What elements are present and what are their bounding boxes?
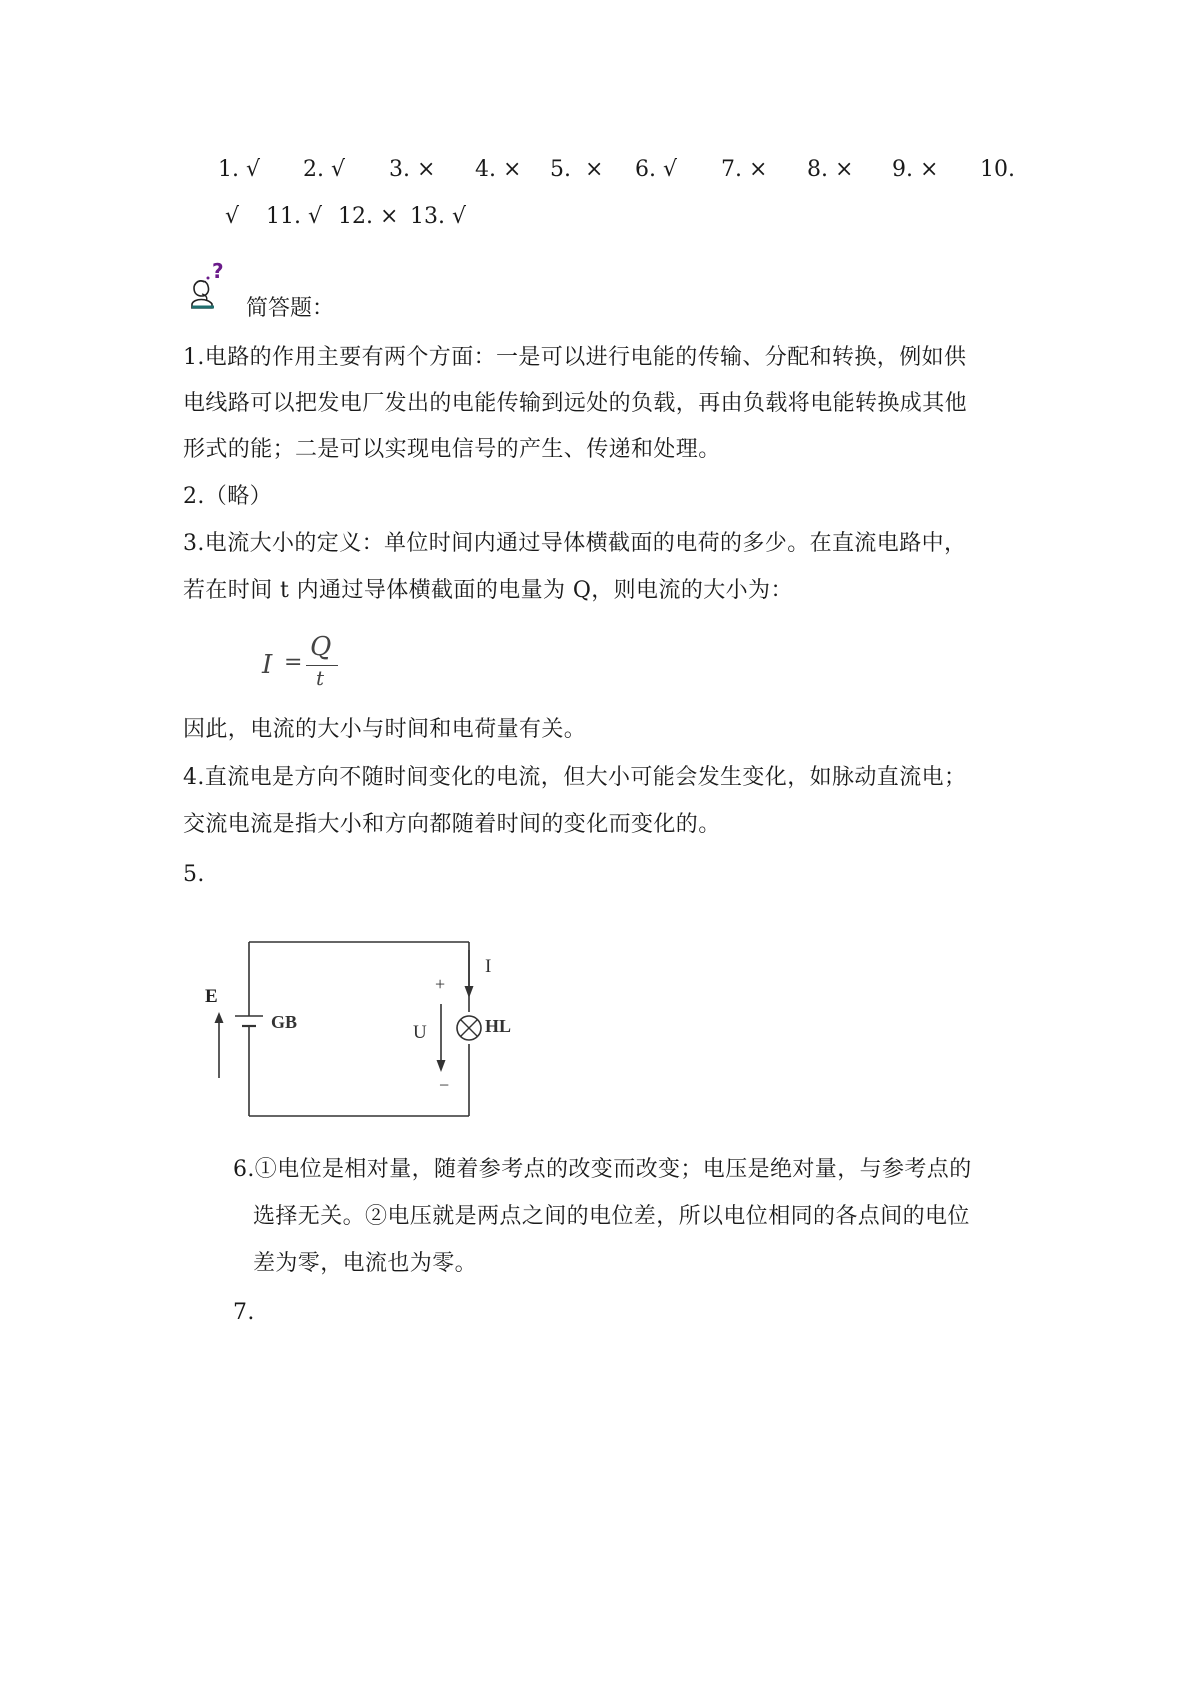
current-label: I [485, 956, 492, 977]
battery-label: GB [271, 1012, 298, 1032]
answer-1-line-3: 形式的能；二是可以实现电信号的产生、传递和处理。 [183, 437, 721, 462]
emf-arrow-head [215, 1012, 224, 1023]
current-formula [262, 632, 352, 696]
tf-item-5: 5. × [550, 157, 604, 182]
answer-4-line-2: 交流电流是指大小和方向都随着时间的变化而变化的。 [183, 812, 721, 837]
tf-item-8: 8. × [807, 157, 854, 182]
tf-item-3: 3. × [389, 157, 436, 182]
tf-item-4: 4. × [475, 157, 522, 182]
answer-6-line-2: 选择无关。②电压就是两点之间的电位差，所以电位相同的各点间的电位 [253, 1204, 970, 1229]
tf-item-10: 10. [980, 157, 1015, 182]
tf-item-1: 1. √ [218, 157, 261, 182]
tf-item-10-mark: √ [225, 204, 240, 229]
answer-7: 7. [233, 1300, 255, 1325]
answer-3-line-1: 3.电流大小的定义：单位时间内通过导体横截面的电荷的多少。在直流电路中， [183, 531, 967, 556]
answer-5: 5. [183, 862, 205, 887]
current-arrow-head [465, 986, 474, 998]
voltage-plus: + [435, 974, 446, 994]
answer-3-conclusion: 因此，电流的大小与时间和电荷量有关。 [183, 717, 587, 742]
formula-denominator: t [316, 666, 325, 690]
emf-label: E [205, 986, 218, 1007]
formula-numerator: Q [310, 632, 332, 662]
formula-lhs: I [262, 650, 273, 680]
tf-item-11: 11. √ [266, 204, 323, 229]
circuit-diagram [195, 920, 525, 1130]
tf-item-7: 7. × [721, 157, 768, 182]
formula-equals: = [284, 650, 303, 675]
tf-item-2: 2. √ [303, 157, 346, 182]
answer-1-line-2: 电线路可以把发电厂发出的电能传输到远处的负载，再由负载将电能转换成其他 [183, 391, 968, 416]
voltage-label: U [413, 1022, 427, 1043]
thinking-person-question-icon [188, 258, 232, 312]
section-title: 简答题： [246, 296, 335, 321]
tf-item-9: 9. × [892, 157, 939, 182]
tf-item-13: 13. √ [410, 204, 467, 229]
answer-2: 2.（略） [183, 484, 272, 509]
voltage-arrow-head [437, 1060, 446, 1072]
answer-6-line-1: 6.①电位是相对量，随着参考点的改变而改变；电压是绝对量，与参考点的 [233, 1157, 972, 1182]
answer-1-line-1: 1.电路的作用主要有两个方面：一是可以进行电能的传输、分配和转换，例如供 [183, 345, 967, 370]
answer-3-line-2: 若在时间 t 内通过导体横截面的电量为 Q，则电流的大小为： [183, 578, 793, 603]
svg-text:?: ? [212, 259, 224, 283]
voltage-minus: − [439, 1075, 450, 1095]
tf-item-6: 6. √ [635, 157, 678, 182]
answer-4-line-1: 4.直流电是方向不随时间变化的电流，但大小可能会发生变化，如脉动直流电； [183, 765, 967, 790]
answer-6-line-3: 差为零，电流也为零。 [253, 1251, 478, 1276]
lamp-label: HL [485, 1016, 512, 1036]
tf-item-12: 12. × [338, 204, 399, 229]
